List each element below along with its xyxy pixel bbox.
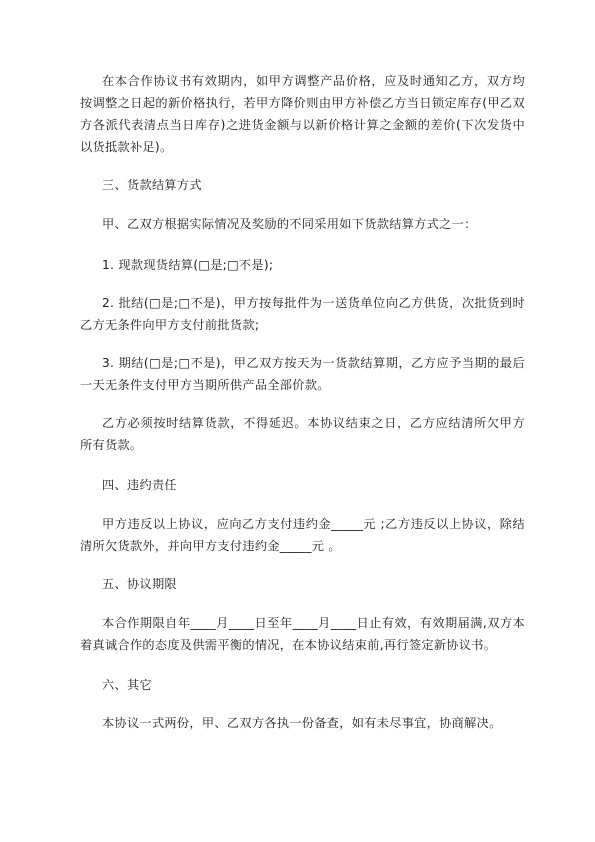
liability-paragraph: 甲方违反以上协议，应向乙方支付违约金_____元 ;乙方违反以上协议，除结清所欠货款外，并向甲方支付违约金_____元 。	[80, 517, 525, 553]
settlement-option-2: 2. 批结(□是;□不是)，甲方按每批件为一送货单位向乙方供货，次批货到时乙方无条件向甲方支付前批货款;	[80, 296, 525, 332]
settlement-option-3: 3. 期结(□是;□不是)，甲乙双方按天为一货款结算期，乙方应予当期的最后一天无条件支付甲方当期所供产品全部价款。	[80, 356, 525, 392]
settlement-intro-paragraph: 甲、乙双方根据实际情况及奖励的不同采用如下货款结算方式之一：	[102, 217, 477, 231]
section-3-heading: 三、货款结算方式	[102, 178, 202, 192]
section-6-heading: 六、其它	[102, 678, 152, 692]
price-adjustment-paragraph: 在本合作协议书有效期内，如甲方调整产品价格，应及时通知乙方，双方均按调整之日起的新价格执行，若甲方降价则由甲方补偿乙方当日锁定库存(甲乙双方各派代表清点当日库存)之进货金额与以新价格计算之金额的差价(下次发货中以货抵款补足)。	[80, 74, 525, 154]
section-4-heading: 四、违约责任	[102, 478, 177, 492]
other-paragraph: 本协议一式两份，甲、乙双方各执一份备查，如有未尽事宜，协商解决。	[102, 716, 502, 730]
payment-deadline-paragraph: 乙方必须按时结算货款，不得延迟。本协议结束之日，乙方应结清所欠甲方所有货款。	[80, 416, 525, 452]
section-5-heading: 五、协议期限	[102, 577, 177, 591]
term-paragraph: 本合作期限自年____月____日至年____月____日止有效，有效期届满,双方本着真诚合作的态度及供需平衡的情况，在本协议结束前,再行签定新协议书。	[80, 616, 525, 652]
settlement-option-1: 1. 现款现货结算(□是;□不是);	[102, 258, 274, 272]
